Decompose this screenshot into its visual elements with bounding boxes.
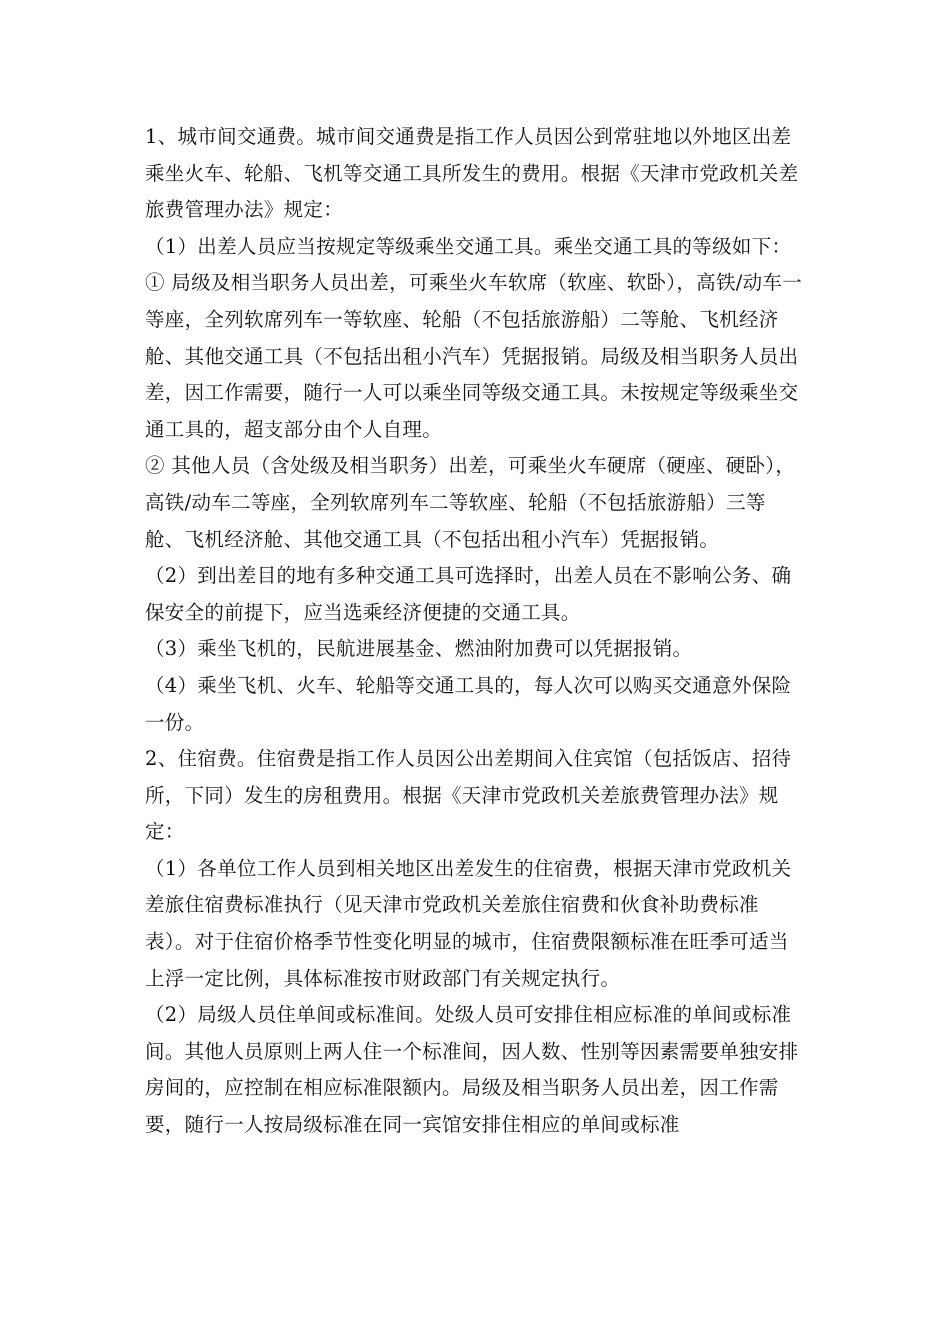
paragraph-transport-rule-3: （3）乘坐飞机的，民航进展基金、燃油附加费可以凭据报销。	[145, 637, 693, 661]
paragraph-bureau-level-transport: ① 局级及相当职务人员出差，可乘坐火车软席（软座、软卧），高铁/动车一等座，全列软席列车一等软座、轮船（不包括旅游船）二等舱、飞机经济舱、其他交通工具（不包括出租小汽车）凭据报销。局级及相当职务人员出差，因工作需要，随行一人可以乘坐同等级交通工具。未按规定等级乘坐交通工具的，超支部分由个人自理。	[145, 271, 803, 441]
paragraph-accommodation-rule-2: （2）局级人员住单间或标准间。处级人员可安排住相应标准的单间或标准间。其他人员原则上两人住一个标准间，因人数、性别等因素需要单独安排房间的，应控制在相应标准限额内。局级及相当职务人员出差，因工作需要，随行一人按局级标准在同一宾馆安排住相应的单间或标准	[145, 1003, 799, 1137]
paragraph-other-staff-transport: ② 其他人员（含处级及相当职务）出差，可乘坐火车硬席（硬座、硬卧），高铁/动车二等座，全列软席列车二等软座、轮船（不包括旅游船）三等舱、飞机经济舱、其他交通工具（不包括出租小汽车）凭据报销。	[145, 454, 796, 551]
paragraph-transport-rule-1: （1）出差人员应当按规定等级乘坐交通工具。乘坐交通工具的等级如下：	[145, 234, 792, 258]
paragraph-accommodation: 2、住宿费。住宿费是指工作人员因公出差期间入住宾馆（包括饭店、招待所，下同）发生的房租费用。根据《天津市党政机关差旅费管理办法》规定：	[145, 747, 792, 844]
paragraph-transport-rule-2: （2）到出差目的地有多种交通工具可选择时，出差人员在不影响公务、确保安全的前提下，应当选乘经济便捷的交通工具。	[145, 564, 792, 624]
paragraph-intercity-transport: 1、城市间交通费。城市间交通费是指工作人员因公到常驻地以外地区出差乘坐火车、轮船、飞机等交通工具所发生的费用。根据《天津市党政机关差旅费管理办法》规定：	[145, 125, 799, 222]
document-body	[145, 119, 805, 1144]
paragraph-accommodation-rule-1: （1）各单位工作人员到相关地区出差发生的住宿费，根据天津市党政机关差旅住宿费标准执行（见天津市党政机关差旅住宿费和伙食补助费标准表）。对于住宿价格季节性变化明显的城市，住宿费限额标准在旺季可适当上浮一定比例，具体标准按市财政部门有关规定执行。	[145, 856, 792, 990]
paragraph-transport-rule-4: （4）乘坐飞机、火车、轮船等交通工具的，每人次可以购买交通意外保险一份。	[145, 673, 792, 734]
